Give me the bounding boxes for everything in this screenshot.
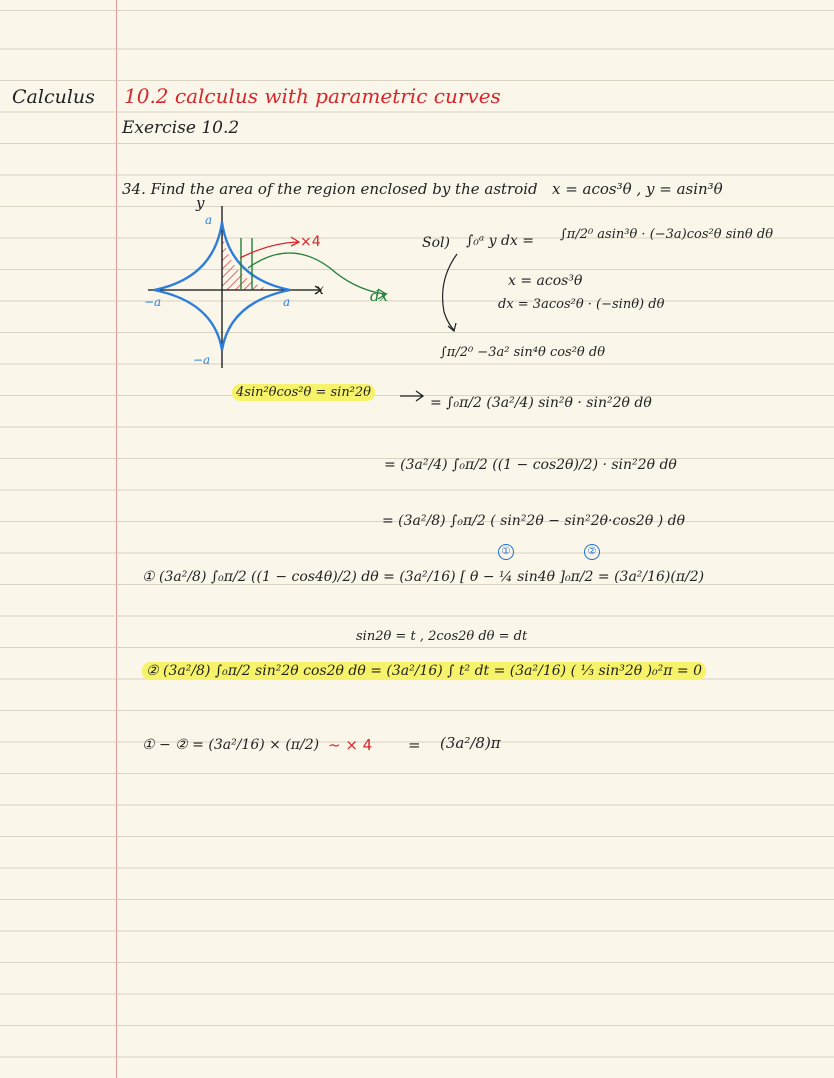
- final-difference: ① − ② = (3a²/16) × (π/2): [142, 737, 320, 753]
- sub-x: x = acos³θ: [508, 273, 583, 289]
- circle-1: ①: [498, 541, 514, 560]
- label-left-a: −a: [144, 295, 162, 309]
- problem-statement: 34. Find the area of the region enclosed by the astroid x = acos³θ , y = asin³θ: [122, 180, 723, 198]
- times4-figure: ×4: [300, 234, 321, 250]
- subject-label: Calculus: [12, 86, 95, 108]
- identity-arrow: [398, 388, 426, 404]
- circle-2: ②: [584, 541, 600, 560]
- sub-t: sin2θ = t , 2cos2θ dθ = dt: [356, 629, 528, 644]
- sol-line4: = (3a²/4) ∫₀π/2 ((1 − cos2θ)/2) · sin²2θ dθ: [384, 457, 677, 473]
- identity-note: 4sin²θcos²θ = sin²2θ: [232, 386, 375, 399]
- dx-label: dx: [370, 287, 389, 305]
- times4-final: ~ × 4: [328, 736, 373, 754]
- brace-arrow: [432, 250, 472, 340]
- label-top-a: a: [205, 213, 213, 227]
- sol-line3: = ∫₀π/2 (3a²/4) sin²θ · sin²2θ dθ: [430, 395, 652, 411]
- label-right-a: a: [283, 295, 291, 309]
- solution-label: Sol): [422, 235, 450, 251]
- y-axis-label: y: [196, 194, 205, 212]
- sol-line1-rhs: ∫π/2⁰ asin³θ · (−3a)cos²θ sinθ dθ: [560, 227, 774, 242]
- sol-line2: ∫π/2⁰ −3a² sin⁴θ cos²θ dθ: [440, 345, 606, 360]
- label-bottom-a: −a: [193, 353, 211, 367]
- section-title: 10.2 calculus with parametric curves: [124, 84, 501, 108]
- x-axis-label: x: [316, 282, 324, 298]
- margin-line: [116, 0, 117, 1078]
- sol-line5: = (3a²/8) ∫₀π/2 ( sin²2θ − sin²2θ·cos2θ ) dθ: [382, 513, 686, 529]
- part2-computation: ② (3a²/8) ∫₀π/2 sin²2θ cos2θ dθ = (3a²/16) ∫ t² dt = (3a²/16) ( ⅓ sin³2θ )₀²π = 0: [142, 664, 706, 678]
- part1-computation: ① (3a²/8) ∫₀π/2 ((1 − cos4θ)/2) dθ = (3a²/16) [ θ − ¼ sin4θ ]₀π/2 = (3a²/16)(π/2): [142, 569, 705, 585]
- sub-dx: dx = 3acos²θ · (−sinθ) dθ: [498, 297, 665, 312]
- sol-line1-lhs: ∫₀ᵃ y dx =: [466, 233, 535, 249]
- exercise-title: Exercise 10.2: [122, 118, 240, 138]
- final-equals: =: [408, 736, 421, 754]
- final-answer: (3a²/8)π: [440, 734, 501, 752]
